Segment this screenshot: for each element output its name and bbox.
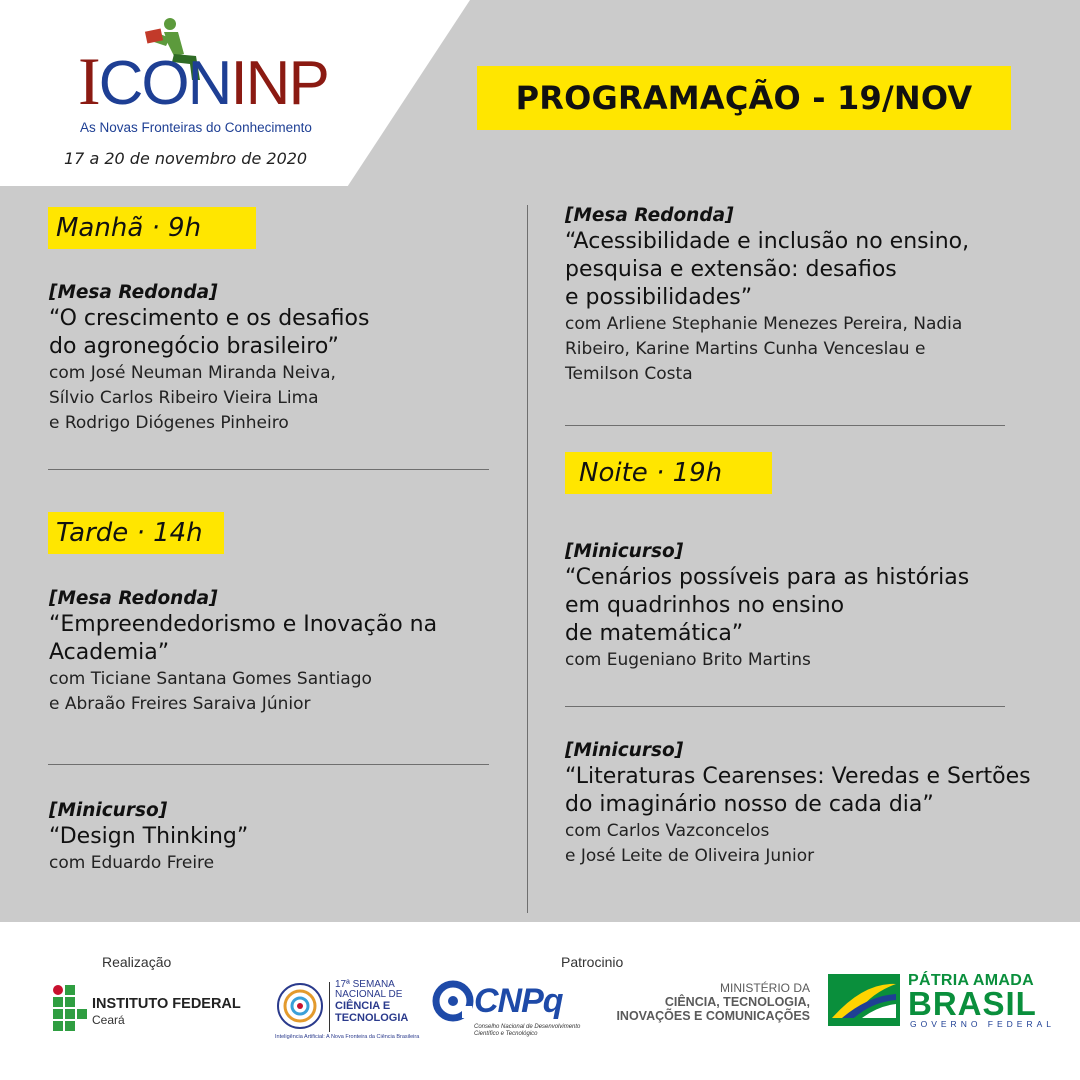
event-speakers-line: e Rodrigo Diógenes Pinheiro	[49, 413, 289, 433]
sponsors-footer	[0, 922, 1080, 1080]
snct-line: TECNOLOGIA	[335, 1012, 409, 1024]
governo-federal-logo	[828, 972, 1056, 1032]
snct-separator	[329, 982, 330, 1032]
cnpq-tagline: Conselho Nacional de Desenvolvimento Científico e Tecnológico	[474, 1024, 581, 1037]
gov-federal: GOVERNO FEDERAL	[910, 1019, 1056, 1029]
event-card	[49, 799, 248, 876]
page-title-banner	[477, 66, 1011, 130]
brazil-flag-icon	[828, 974, 900, 1026]
event-speakers-line: com Eugeniano Brito Martins	[565, 650, 811, 670]
if-grid-icon	[52, 984, 92, 1032]
event-card	[565, 540, 969, 673]
divider	[48, 764, 489, 765]
event-title-line: “Cenários possíveis para as histórias	[565, 565, 970, 590]
event-title-line: “Design Thinking”	[49, 824, 249, 849]
realizacao-label: Realização	[102, 954, 172, 970]
patrocinio-label: Patrocinio	[561, 954, 624, 970]
event-card	[49, 281, 369, 436]
logo-tagline: As Novas Fronteiras do Conhecimento	[80, 120, 312, 135]
institute-name: INSTITUTO FEDERAL	[92, 996, 241, 1012]
session-morning: Manhã · 9h	[48, 207, 256, 249]
gov-brasil: BRASIL	[908, 985, 1037, 1022]
event-speakers-line: com Carlos Vazconcelos	[565, 821, 770, 841]
event-title-line: e possibilidades”	[565, 285, 753, 310]
event-type: [Minicurso]	[565, 740, 684, 761]
event-title-line: Academia”	[49, 640, 170, 665]
event-title-line: “Literaturas Cearenses: Veredas e Sertões	[565, 764, 1031, 789]
event-card	[49, 587, 437, 717]
snct-caption: Inteligência Artificial: A Nova Fronteira da Ciência Brasileira	[275, 1034, 420, 1040]
event-speakers-line: com Eduardo Freire	[49, 853, 215, 873]
event-speakers-line: Ribeiro, Karine Martins Cunha Venceslau e	[565, 339, 926, 359]
event-title-line: do imaginário nosso de cada dia”	[565, 792, 934, 817]
mcti-line: INOVAÇÕES E COMUNICAÇÕES	[616, 1009, 810, 1023]
logo-wordmark	[78, 43, 328, 119]
event-card	[565, 739, 1031, 869]
event-title-line: de matemática”	[565, 621, 744, 646]
logo-con: CON	[98, 49, 231, 118]
snct-wordmark	[335, 980, 425, 1024]
event-type: [Mesa Redonda]	[565, 205, 734, 226]
iconinp-logo	[78, 16, 338, 146]
page-title: PROGRAMAÇÃO - 19/NOV	[515, 79, 973, 117]
event-type: [Minicurso]	[565, 541, 684, 562]
mcti-logo	[614, 982, 810, 1032]
cnpq-emblem-icon	[432, 980, 474, 1022]
snct-logo	[275, 978, 425, 1042]
event-title-line: “O crescimento e os desafios	[49, 306, 370, 331]
session-afternoon: Tarde · 14h	[48, 512, 224, 554]
divider	[48, 469, 489, 470]
snct-line: 17ª SEMANA	[335, 979, 395, 990]
instituto-federal-logo	[52, 984, 252, 1034]
event-type: [Minicurso]	[49, 800, 168, 821]
cnpq-name: CNPq	[474, 982, 563, 1020]
event-speakers-line: com José Neuman Miranda Neiva,	[49, 363, 336, 383]
event-title-line: “Empreendedorismo e Inovação na	[49, 612, 438, 637]
event-title-line: “Acessibilidade e inclusão no ensino,	[565, 229, 970, 254]
column-divider	[527, 205, 528, 913]
event-speakers-line: Sílvio Carlos Ribeiro Vieira Lima	[49, 388, 319, 408]
logo-inp: INP	[230, 49, 328, 118]
snct-line: CIÊNCIA E	[335, 1000, 391, 1012]
event-title-line: pesquisa e extensão: desafios	[565, 257, 897, 282]
divider	[565, 706, 1005, 707]
event-speakers-line: Temilson Costa	[565, 364, 693, 384]
event-card	[565, 204, 969, 387]
event-dates: 17 a 20 de novembro de 2020	[64, 149, 308, 168]
event-type: [Mesa Redonda]	[49, 588, 218, 609]
event-title-line: em quadrinhos no ensino	[565, 593, 845, 618]
snct-emblem-icon	[275, 980, 325, 1032]
gov-slogan: PÁTRIA AMADA	[908, 972, 1034, 989]
mcti-line: CIÊNCIA, TECNOLOGIA,	[664, 995, 810, 1009]
event-speakers-line: e José Leite de Oliveira Junior	[565, 846, 815, 866]
event-speakers-line: com Ticiane Santana Gomes Santiago	[49, 669, 372, 689]
event-speakers-line: com Arliene Stephanie Menezes Pereira, Nadia	[565, 314, 963, 334]
divider	[565, 425, 1005, 426]
mcti-line: MINISTÉRIO DA	[719, 981, 810, 995]
logo-letter-i: I	[78, 43, 99, 119]
session-night: Noite · 19h	[565, 452, 772, 494]
snct-line: NACIONAL DE	[335, 989, 403, 1000]
institute-campus: Ceará	[92, 1013, 125, 1027]
event-speakers-line: e Abraão Freires Saraiva Júnior	[49, 694, 311, 714]
cnpq-logo	[432, 980, 592, 1042]
event-title-line: do agronegócio brasileiro”	[49, 334, 339, 359]
event-type: [Mesa Redonda]	[49, 282, 218, 303]
